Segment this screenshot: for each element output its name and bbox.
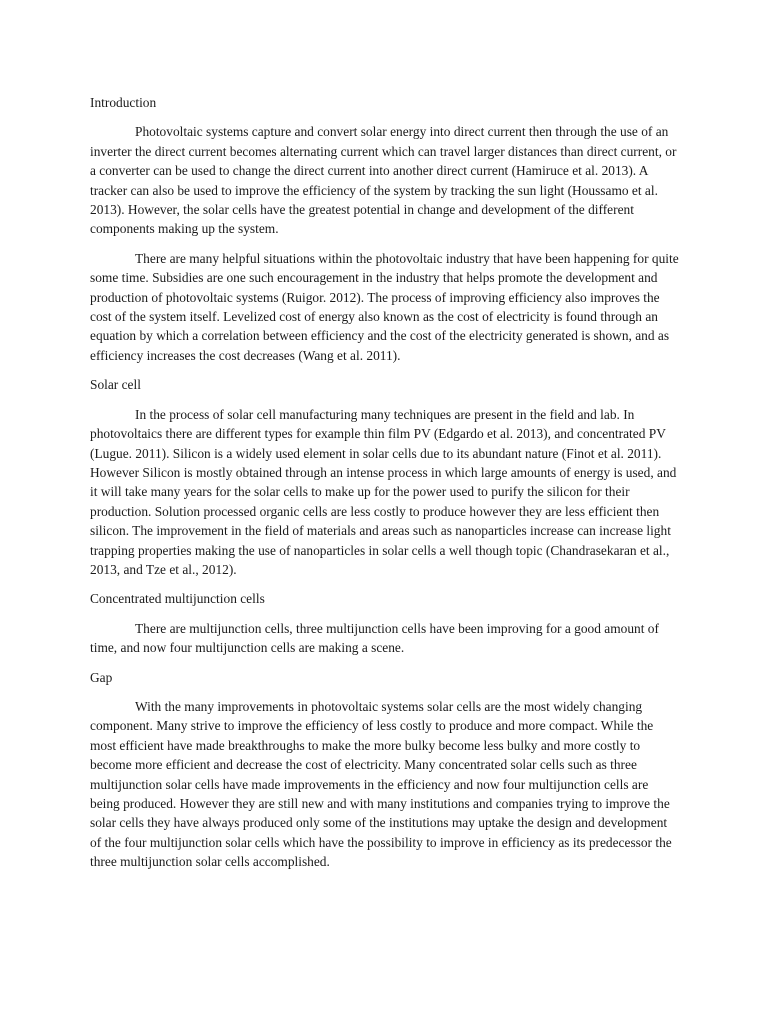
paragraph: Photovoltaic systems capture and convert solar energy into direct current then through the use of an inverter the direct current becomes alternating current which can travel larger distances than direct current, or a converter can be used to change the direct current into another direct current (Hamiruce et al. 2013). A tracker can also be used to improve the efficiency of the system by tracking the sun light (Houssamo et al. 2013). However, the solar cells have the greatest potential in change and development of the different components making up the system.: [90, 124, 677, 237]
paragraph: There are many helpful situations within the photovoltaic industry that have been happening for quite some time. Subsidies are one such encouragement in the industry that helps promote the development and production of photovoltaic systems (Ruigor. 2012). The process of improving efficiency also improves the cost of the system itself. Levelized cost of energy also known as the cost of electricity is found through an equation by which a correlation between efficiency and the cost of the electricity generated is shown, and as efficiency increases the cost decreases (Wang et al. 2011).: [90, 250, 679, 363]
section-heading: Introduction: [90, 95, 157, 110]
paragraph: There are multijunction cells, three multijunction cells have been improving for a good amount of time, and now four multijunction cells are making a scene.: [90, 620, 659, 656]
section-solar-cell: [90, 375, 679, 579]
section-heading: Concentrated multijunction cells: [90, 591, 265, 607]
paragraph: In the process of solar cell manufacturing many techniques are present in the field and lab. In photovoltaics there are different types for example thin film PV (Edgardo et al. 2013), and concentrated PV (Lugue. 2011). Silicon is a widely used element in solar cells due to its abundant nature (Finot et al. 2011). However Silicon is mostly obtained through an intense process in which large amounts of energy is used, and it will take many years for the solar cells to make up for the power used to purify the silicon for their production. Solution processed organic cells are less costly to produce however they are less efficient then silicon. The improvement in the field of materials and areas such as nanoparticles increase can increase light trapping properties making the use of nanoparticles in solar cells a well though topic (Chandrasekaran et al., 2013, and Tze et al., 2012).: [90, 406, 677, 577]
section-introduction: [90, 93, 679, 365]
section-concentrated-multijunction-cells: [90, 589, 679, 657]
section-heading: Gap: [90, 669, 113, 685]
paragraph: With the many improvements in photovoltaic systems solar cells are the most widely changing component. Many strive to improve the efficiency of less costly to produce and more compact. While the most efficient have made breakthroughs to make the more bulky become less bulky and more costly to become more efficient and decrease the cost of electricity. Many concentrated solar cells such as three multijunction solar cells have made improvements in the efficiency and now four multijunction cells are being produced. However they are still new and with many institutions and companies trying to improve the solar cells they have always produced only some of the institutions may uptake the design and development of the four multijunction solar cells which have the possibility to improve in efficiency as its predecessor the three multijunction solar cells accomplished.: [90, 698, 672, 870]
section-gap: [90, 668, 679, 872]
section-heading: Solar cell: [90, 377, 141, 393]
